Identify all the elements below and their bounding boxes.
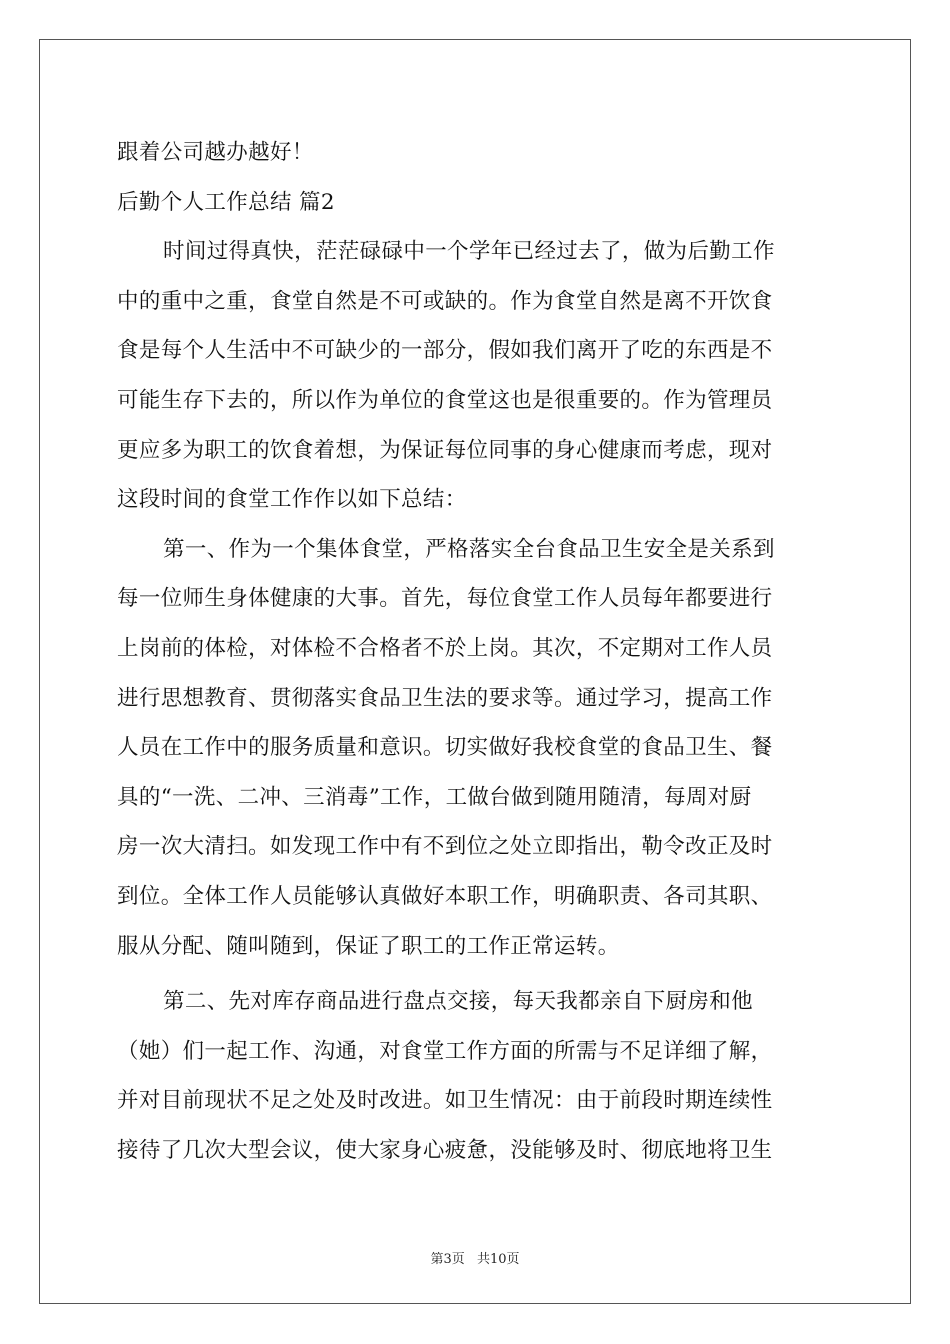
text-line: 人员在工作中的服务质量和意识。切实做好我校食堂的食品卫生、餐 [117, 735, 773, 761]
text-line: 具的“一洗、二冲、三消毒”工作，工做台做到随用随清，每周对厨 [117, 784, 752, 810]
text-line: 服从分配、随叫随到，保证了职工的工作正常运转。 [117, 933, 620, 959]
text-line: 这段时间的食堂工作作以如下总结： [117, 487, 467, 513]
text-line: 进行思想教育、贯彻落实食品卫生法的要求等。通过学习，提高工作 [117, 685, 773, 711]
text-line: 食是每个人生活中不可缺少的一部分，假如我们离开了吃的东西是不 [117, 338, 773, 364]
text-line: 可能生存下去的，所以作为单位的食堂这也是很重要的。作为管理员 [117, 387, 773, 413]
text-line: 上岗前的体检，对体检不合格者不於上岗。其次，不定期对工作人员 [117, 635, 773, 661]
text-line: 跟着公司越办越好！ [117, 140, 314, 165]
text-line: 每一位师生身体健康的大事。首先，每位食堂工作人员每年都要进行 [117, 586, 773, 612]
text-line: 并对目前现状不足之处及时改进。如卫生情况：由于前段时期连续性 [117, 1088, 773, 1114]
text-line: 第二、先对库存商品进行盘点交接，每天我都亲自下厨房和他 [163, 989, 753, 1015]
page-number: 第3页 [430, 1252, 465, 1267]
section-heading: 后勤个人工作总结 篇2 [117, 189, 335, 215]
text-line: 接待了几次大型会议，使大家身心疲惫，没能够及时、彻底地将卫生 [117, 1137, 773, 1163]
page-footer [0, 1248, 950, 1267]
text-line: 第一、作为一个集体食堂，严格落实全台食品卫生安全是关系到 [163, 536, 775, 562]
text-line: 到位。全体工作人员能够认真做好本职工作，明确职责、各司其职、 [117, 883, 773, 909]
text-line: （她）们一起工作、沟通，对食堂工作方面的所需与不足详细了解， [117, 1038, 773, 1064]
text-line: 中的重中之重，食堂自然是不可或缺的。作为食堂自然是离不开饮食 [117, 288, 773, 314]
document-body [117, 128, 835, 1175]
page-total: 共10页 [476, 1252, 520, 1267]
text-line: 更应多为职工的饮食着想，为保证每位同事的身心健康而考虑，现对 [117, 437, 773, 463]
text-line: 时间过得真快，茫茫碌碌中一个学年已经过去了，做为后勤工作 [163, 239, 775, 265]
text-line: 房一次大清扫。如发现工作中有不到位之处立即指出，勒令改正及时 [117, 834, 773, 860]
